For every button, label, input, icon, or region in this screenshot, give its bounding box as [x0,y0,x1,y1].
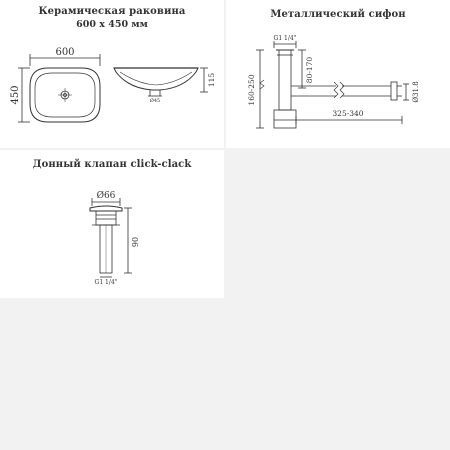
basin-height-label: 450 [10,85,21,105]
basin-depth-label: 115 [207,72,216,88]
panel-siphon [226,0,450,148]
siphon-diameter-label: Ø31.8 [412,81,420,103]
empty-panel [226,150,450,298]
panel-basin [0,0,224,148]
basin-title: Керамическая раковина [38,6,186,17]
basin-subtitle: 600 x 450 мм [76,19,148,30]
drain-drawing [0,150,224,298]
basin-width-label: 600 [55,47,75,58]
siphon-thread-label: G1 1/4" [273,35,297,42]
siphon-drawing [226,0,450,148]
panel-drain [0,150,224,298]
drain-thread-label: G1 1/4" [94,279,118,286]
siphon-title: Металлический сифон [270,9,406,20]
siphon-height-label: 160-250 [247,74,256,106]
basin-hole-label: Ø45 [149,98,161,104]
drain-height-label: 90 [131,236,140,248]
drain-diameter-label: Ø66 [96,191,116,201]
siphon-length-label: 325-340 [332,109,364,118]
drain-title: Донный клапан click-clack [32,159,192,170]
siphon-drop-label: 80-170 [305,56,314,84]
basin-drawing [0,0,224,148]
